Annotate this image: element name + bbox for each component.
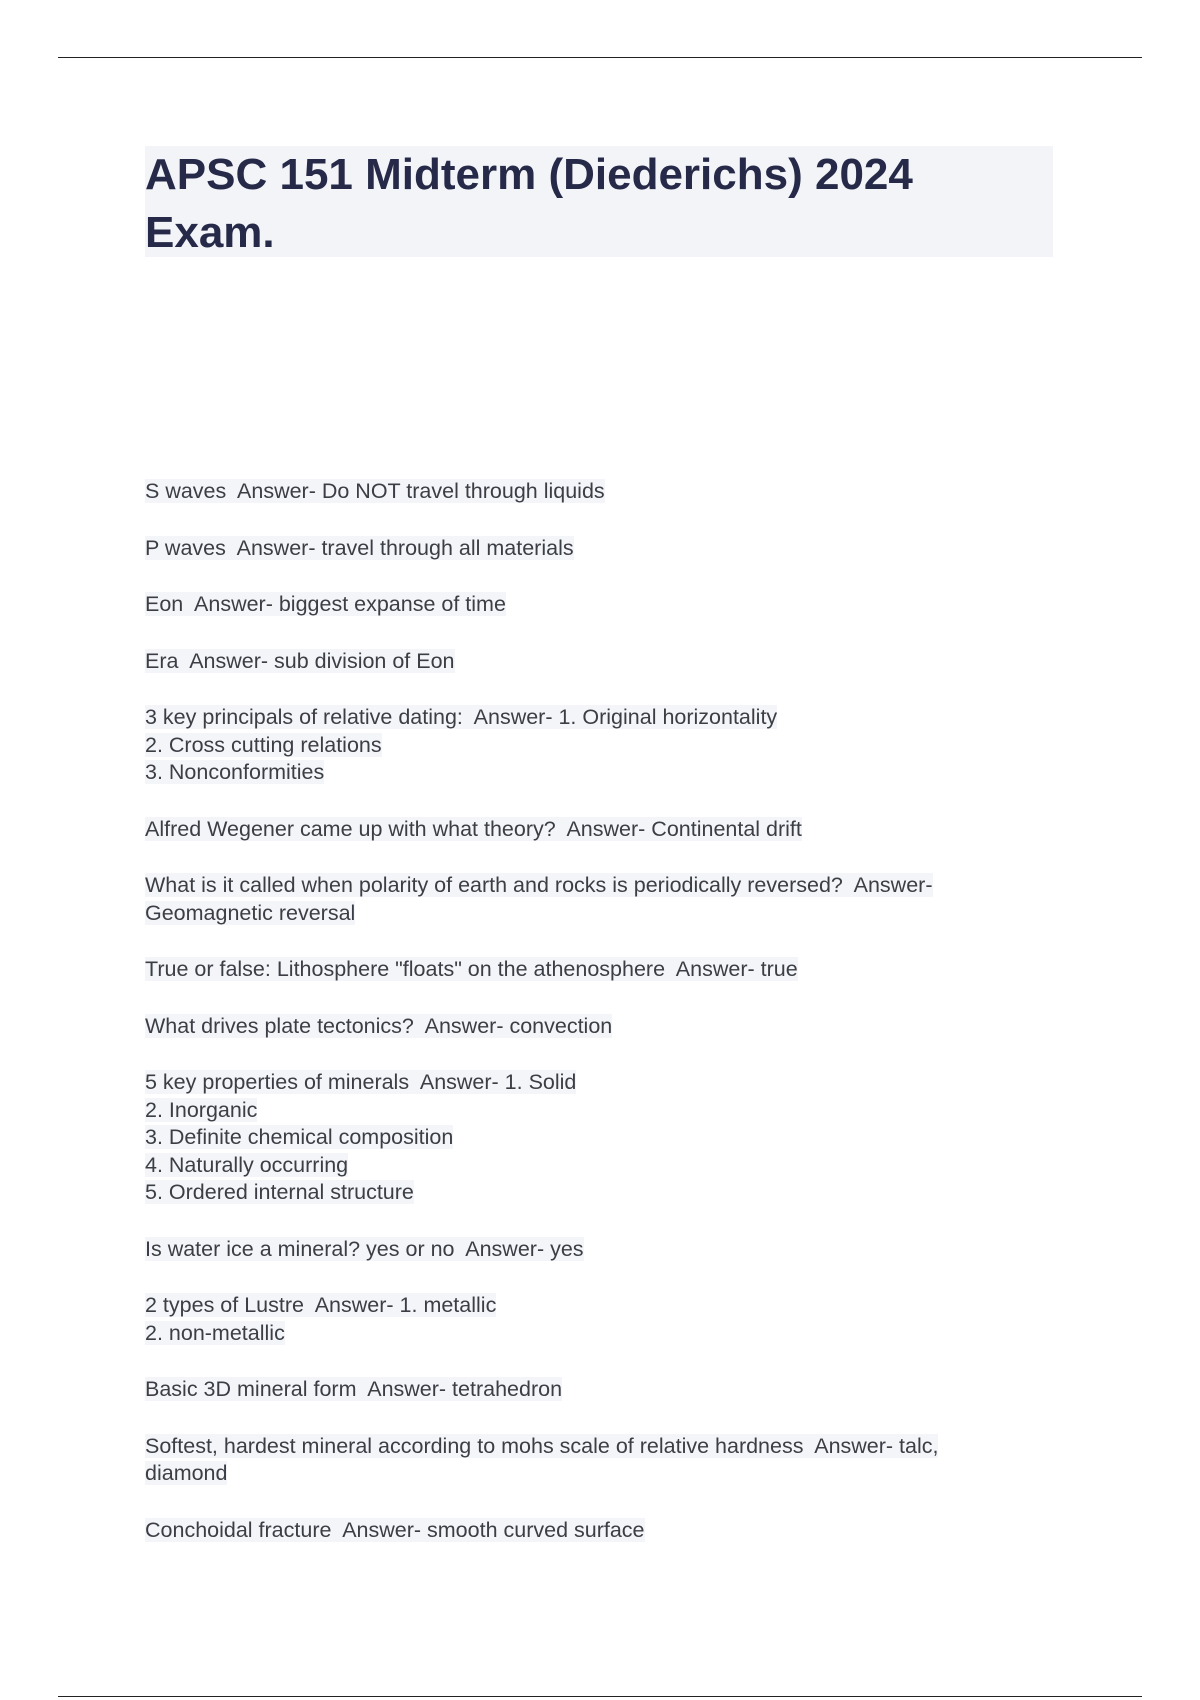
- qa-line-text: Eon Answer- biggest expanse of time: [145, 592, 506, 616]
- qa-item: [145, 816, 1065, 844]
- qa-line: [145, 1292, 1065, 1320]
- qa-line: [145, 1517, 1065, 1545]
- qa-line: [145, 1320, 1065, 1348]
- qa-line: [145, 648, 1065, 676]
- qa-line-text: 5 key properties of minerals Answer- 1. Solid: [145, 1070, 577, 1094]
- qa-item: [145, 648, 1065, 676]
- qa-line-text: Basic 3D mineral form Answer- tetrahedron: [145, 1377, 563, 1401]
- qa-line-text: diamond: [145, 1461, 228, 1485]
- qa-item: [145, 591, 1065, 619]
- qa-line: [145, 872, 1065, 900]
- qa-item: [145, 535, 1065, 563]
- qa-line-text: S waves Answer- Do NOT travel through liquids: [145, 479, 605, 503]
- qa-line: [145, 478, 1065, 506]
- qa-item: [145, 956, 1065, 984]
- qa-item: [145, 872, 1065, 927]
- qa-line-text: 2. Cross cutting relations: [145, 732, 382, 757]
- qa-line-text: Alfred Wegener came up with what theory? Answer- Continental drift: [145, 816, 802, 841]
- qa-line: [145, 956, 1065, 984]
- qa-line: [145, 591, 1065, 619]
- qa-line: [145, 759, 1065, 787]
- qa-line: [145, 1433, 1065, 1461]
- qa-line-text: 2. Inorganic: [145, 1097, 258, 1122]
- qa-line-text: 3. Definite chemical composition: [145, 1125, 454, 1149]
- bottom-rule: [58, 1696, 1142, 1697]
- qa-line: [145, 535, 1065, 563]
- qa-line-text: Era Answer- sub division of Eon: [145, 648, 455, 673]
- qa-line: [145, 704, 1065, 732]
- qa-line-text: 4. Naturally occurring: [145, 1152, 349, 1177]
- qa-item: [145, 1517, 1065, 1545]
- qa-line: [145, 1124, 1065, 1152]
- qa-line-text: What drives plate tectonics? Answer- convection: [145, 1013, 613, 1038]
- qa-line-text: Is water ice a mineral? yes or no Answer- yes: [145, 1236, 584, 1261]
- qa-line: [145, 1376, 1065, 1404]
- qa-line: [145, 1013, 1065, 1041]
- qa-line: [145, 1069, 1065, 1097]
- qa-item: [145, 1069, 1065, 1207]
- qa-line-text: Geomagnetic reversal: [145, 900, 356, 925]
- qa-line-text: 3. Nonconformities: [145, 760, 325, 784]
- qa-item: [145, 478, 1065, 506]
- qa-item: [145, 1013, 1065, 1041]
- qa-line: [145, 1179, 1065, 1207]
- qa-line-text: 3 key principals of relative dating: Answer- 1. Original horizontality: [145, 705, 778, 729]
- qa-item: [145, 1292, 1065, 1347]
- page-title: APSC 151 Midterm (Diederichs) 2024 Exam.: [145, 150, 913, 257]
- top-rule: [58, 57, 1142, 58]
- qa-line: [145, 1236, 1065, 1264]
- qa-list: [145, 478, 1065, 1573]
- qa-line: [145, 1152, 1065, 1180]
- qa-line: [145, 900, 1065, 928]
- qa-line: [145, 816, 1065, 844]
- qa-line-text: 5. Ordered internal structure: [145, 1180, 414, 1204]
- qa-item: [145, 1433, 1065, 1488]
- qa-line-text: P waves Answer- travel through all materials: [145, 535, 574, 560]
- qa-line-text: True or false: Lithosphere "floats" on the athenosphere Answer- true: [145, 957, 798, 981]
- qa-line-text: Conchoidal fracture Answer- smooth curved surface: [145, 1517, 645, 1542]
- qa-line-text: Softest, hardest mineral according to mohs scale of relative hardness Answer- talc,: [145, 1433, 939, 1458]
- qa-line: [145, 1460, 1065, 1488]
- qa-line-text: 2. non-metallic: [145, 1320, 285, 1345]
- qa-line: [145, 1097, 1065, 1125]
- qa-line-text: 2 types of Lustre Answer- 1. metallic: [145, 1293, 497, 1317]
- qa-line-text: What is it called when polarity of earth and rocks is periodically reversed? Answer-: [145, 873, 933, 897]
- qa-item: [145, 704, 1065, 787]
- qa-item: [145, 1376, 1065, 1404]
- qa-item: [145, 1236, 1065, 1264]
- qa-line: [145, 732, 1065, 760]
